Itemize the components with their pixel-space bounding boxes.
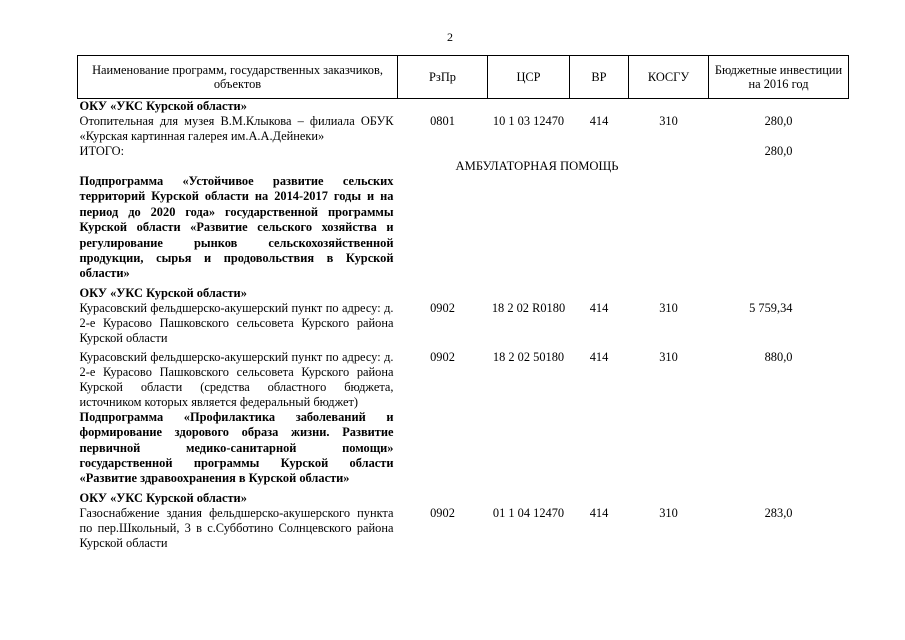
rzpr-value: 0902 <box>430 300 455 315</box>
header-name: Наименование программ, государственных заказчиков, объектов <box>78 56 398 99</box>
table-row <box>78 506 849 551</box>
total-label: ИТОГО: <box>79 144 125 158</box>
header-kosgu: КОСГУ <box>629 56 709 99</box>
investment-value: 880,0 <box>764 349 793 364</box>
subprogram-title: Подпрограмма «Устойчивое развитие сельских территорий Курской области на 2014-2017 годы и на период до 2020 года» государственной программы Курской области «Развитие сельского хозяйства и регулирование рынков сельскохозяйственной продукции, сырья и продовольствия в Курской области» <box>79 174 394 281</box>
investment-value: 5 759,34 <box>749 300 793 315</box>
vr-value: 414 <box>589 300 609 315</box>
csr-value: 10 1 03 12470 <box>492 114 565 128</box>
csr-value: 18 2 02 R0180 <box>491 300 566 315</box>
section-heading: АМБУЛАТОРНАЯ ПОМОЩЬ <box>455 159 619 173</box>
customer-name: ОКУ «УКС Курской области» <box>79 490 247 505</box>
investment-value: 283,0 <box>764 505 793 520</box>
object-name: Курасовский фельдшерско-акушерский пункт по адресу: д. 2-е Курасово Пашковского сельсовета Курского района Курской области (средства областного бюджета, источником которых является федеральный бюджет) <box>79 349 394 409</box>
vr-value: 414 <box>589 349 609 364</box>
kosgu-value: 310 <box>659 300 678 315</box>
customer-row <box>78 99 849 115</box>
csr-value: 01 1 04 12470 <box>492 505 565 520</box>
page-number: 2 <box>447 30 453 44</box>
object-name: Отопительная для музея В.М.Клыкова – филиала ОБУК «Курская картинная галерея им.А.А.Дейнеки» <box>79 114 394 143</box>
object-name: Курасовский фельдшерско-акушерский пункт по адресу: д. 2-е Курасово Пашковского сельсовета Курского района Курской области <box>79 300 394 345</box>
table-body <box>78 99 849 551</box>
section-heading-row <box>78 159 849 174</box>
table-row <box>78 114 849 144</box>
rzpr-value: 0801 <box>430 114 455 128</box>
empty-cell <box>570 144 629 159</box>
customer-row <box>78 491 849 506</box>
object-name: Газоснабжение здания фельдшерско-акушерского пункта по пер.Школьный, 3 в с.Субботино Солнцевского района Курской области <box>79 505 394 550</box>
customer-row <box>78 286 849 301</box>
empty-cell <box>398 144 488 159</box>
customer-name: ОКУ «УКС Курской области» <box>79 285 247 300</box>
table-header <box>78 56 849 99</box>
header-row <box>78 56 849 99</box>
header-vr: ВР <box>570 56 629 99</box>
vr-value: 414 <box>589 114 609 128</box>
rzpr-value: 0902 <box>430 349 455 364</box>
header-rzpr: РзПр <box>398 56 488 99</box>
kosgu-value: 310 <box>659 114 678 128</box>
csr-value: 18 2 02 50180 <box>492 349 565 364</box>
subprogram-row <box>78 174 849 282</box>
investment-value: 280,0 <box>764 114 793 128</box>
rzpr-value: 0902 <box>430 505 455 520</box>
empty-cell <box>629 144 709 159</box>
table-row <box>78 350 849 410</box>
vr-value: 414 <box>589 505 609 520</box>
empty-cell <box>398 410 849 487</box>
budget-investments-table <box>77 55 849 551</box>
header-csr: ЦСР <box>488 56 570 99</box>
customer-name: ОКУ «УКС Курской области» <box>79 99 247 113</box>
empty-cell <box>488 144 570 159</box>
header-investments: Бюджетные инвестиции на 2016 год <box>709 56 849 99</box>
total-row <box>78 144 849 159</box>
subprogram-title: Подпрограмма «Профилактика заболеваний и формирование здорового образа жизни. Развитие первичной медико-санитарной помощи» государственной программы Курской области «Развитие здравоохранения в Курской области» <box>79 409 394 486</box>
kosgu-value: 310 <box>659 349 678 364</box>
subprogram-row <box>78 410 849 487</box>
kosgu-value: 310 <box>659 505 678 520</box>
total-value: 280,0 <box>764 144 793 158</box>
table-row <box>78 301 849 346</box>
empty-cell <box>398 174 849 282</box>
